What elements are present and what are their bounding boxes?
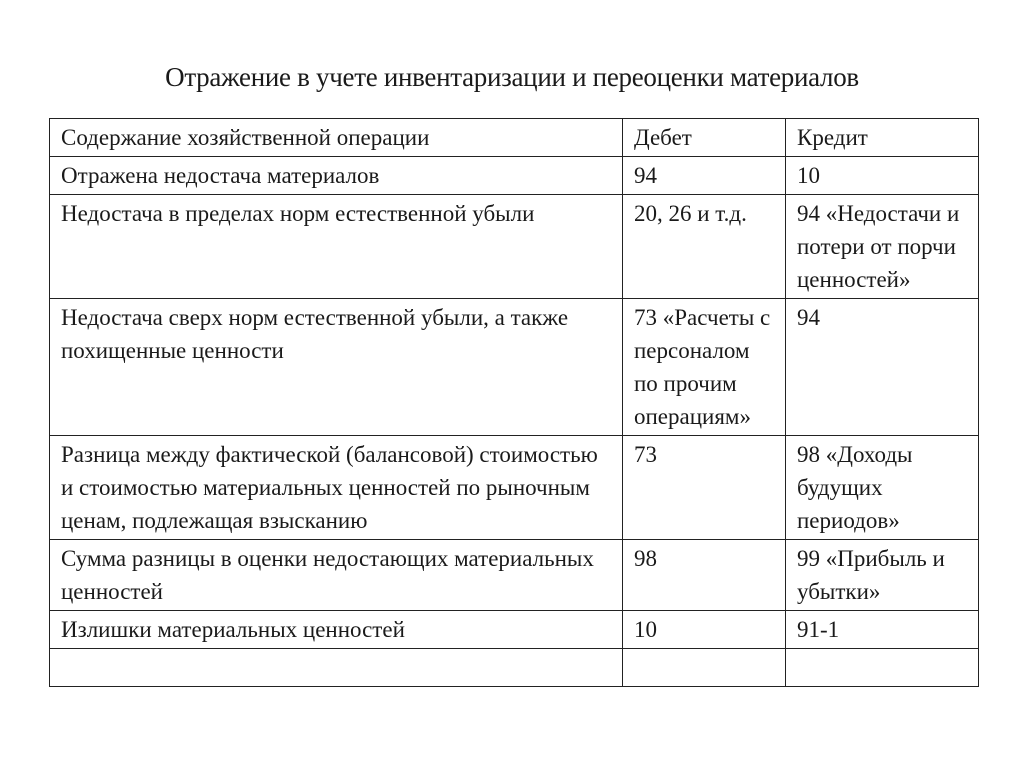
table-row xyxy=(50,611,979,649)
operation-cell: Излишки материальных ценностей xyxy=(50,611,623,649)
header-operation: Содержание хозяйственной операции xyxy=(50,119,623,157)
debit-cell: 98 xyxy=(623,540,786,611)
debit-cell: 10 xyxy=(623,611,786,649)
debit-cell: 73 xyxy=(623,436,786,540)
table-row xyxy=(50,436,979,540)
credit-cell: 91-1 xyxy=(786,611,979,649)
table-header-row xyxy=(50,119,979,157)
table-row xyxy=(50,299,979,436)
credit-cell: 94 xyxy=(786,299,979,436)
credit-cell: 10 xyxy=(786,157,979,195)
header-credit: Кредит xyxy=(786,119,979,157)
operation-cell: Недостача в пределах норм естественной убыли xyxy=(50,195,623,299)
table-row-empty xyxy=(50,649,979,687)
operation-cell xyxy=(50,649,623,687)
credit-cell xyxy=(786,649,979,687)
operation-cell: Разница между фактической (балансовой) стоимостью и стоимостью материальных ценностей по рыночным ценам, подлежащая взысканию xyxy=(50,436,623,540)
debit-cell: 73 «Расчеты с персоналом по прочим операциям» xyxy=(623,299,786,436)
debit-cell: 20, 26 и т.д. xyxy=(623,195,786,299)
operation-cell: Недостача сверх норм естественной убыли, а также похищенные ценности xyxy=(50,299,623,436)
table-row xyxy=(50,195,979,299)
header-debit: Дебет xyxy=(623,119,786,157)
operation-cell: Сумма разницы в оценки недостающих материальных ценностей xyxy=(50,540,623,611)
table-row xyxy=(50,157,979,195)
debit-cell xyxy=(623,649,786,687)
credit-cell: 94 «Недостачи и потери от порчи ценностей» xyxy=(786,195,979,299)
slide-title: Отражение в учете инвентаризации и переоценки материалов xyxy=(165,62,859,92)
table-row xyxy=(50,540,979,611)
debit-cell: 94 xyxy=(623,157,786,195)
operation-cell: Отражена недостача материалов xyxy=(50,157,623,195)
accounting-entries-table xyxy=(49,118,979,687)
credit-cell: 98 «Доходы будущих периодов» xyxy=(786,436,979,540)
credit-cell: 99 «Прибыль и убытки» xyxy=(786,540,979,611)
